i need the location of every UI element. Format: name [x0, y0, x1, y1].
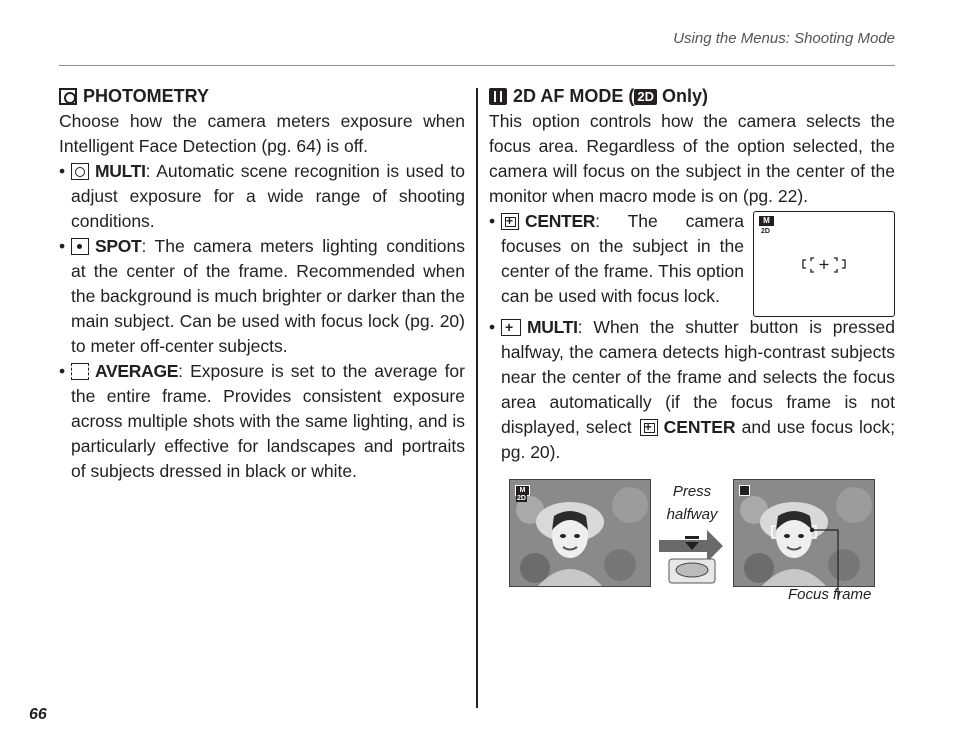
page-number: 66 [29, 706, 47, 723]
af-mode-heading: 2D AF MODE ( 2D Only) [489, 84, 895, 109]
header-rule [59, 65, 895, 66]
photometry-icon [59, 88, 77, 105]
list-item: • AVERAGE: Exposure is set to the average for the entire frame. Provides consistent exposure across multiple shots with the same lighting, and is particularly effective for landscapes and portraits of subjects dressed in black or white. [59, 359, 465, 484]
list-item: • MULTI: Automatic scene recognition is used to adjust exposure for a wide range of shooting conditions. [59, 159, 465, 234]
focus-frame-icon [754, 212, 894, 316]
list-item: +• CENTER: The camera focuses on the subject in the center of the frame. This option can be used with focus lock. [489, 209, 744, 309]
multi-metering-icon [71, 163, 89, 180]
af-mode-icon [489, 88, 507, 105]
portrait-image [510, 480, 650, 586]
spot-metering-icon [71, 238, 89, 255]
column-divider [476, 88, 478, 708]
2d-badge: 2D [634, 89, 657, 105]
portrait-photo [509, 479, 651, 587]
focus-frame-leader [808, 520, 848, 640]
center-af-icon [501, 213, 519, 230]
multi-af-icon [501, 319, 521, 336]
focus-frame-caption: Focus frame [788, 586, 872, 603]
list-item: +• MULTI: When the shutter button is pressed halfway, the camera detects high-contrast subjects near the center of the frame and selects the focus area automatically (if the focus frame is not displayed, select +CENTER and use focus lock; pg. 20). [489, 315, 895, 465]
running-header: Using the Menus: Shooting Mode [673, 30, 895, 47]
left-column [59, 84, 465, 484]
portrait-image [734, 480, 874, 586]
af-mode-intro: This option controls how the camera selects the focus area. Regardless of the option selected, the camera will focus on the subject in the center of the monitor when macro mode is on (pg. 22). [489, 111, 895, 206]
mode-badge: M [515, 485, 530, 496]
photometry-intro: Choose how the camera meters exposure when Intelligent Face Detection (pg. 64) is off. [59, 111, 465, 156]
list-item: • SPOT: The camera meters lighting conditions at the center of the frame. Recommended when the background is much brighter or darker than the main subject. Can be used with focus lock (pg. 20) to meter off-center subjects. [59, 234, 465, 359]
mode-sub-label: 2D [517, 495, 526, 502]
portrait-photo-focused [733, 479, 875, 587]
photometry-heading: PHOTOMETRY [59, 84, 465, 109]
lcd-center-illustration [753, 211, 895, 317]
press-halfway-arrow-icon [659, 526, 725, 586]
focus-indicator-icon [739, 485, 750, 496]
press-halfway-caption: Press halfway [666, 483, 718, 523]
mode-badge: M [759, 216, 774, 226]
average-metering-icon [71, 363, 89, 380]
mode-sub-label: 2D [761, 228, 770, 235]
center-af-icon [640, 419, 658, 436]
